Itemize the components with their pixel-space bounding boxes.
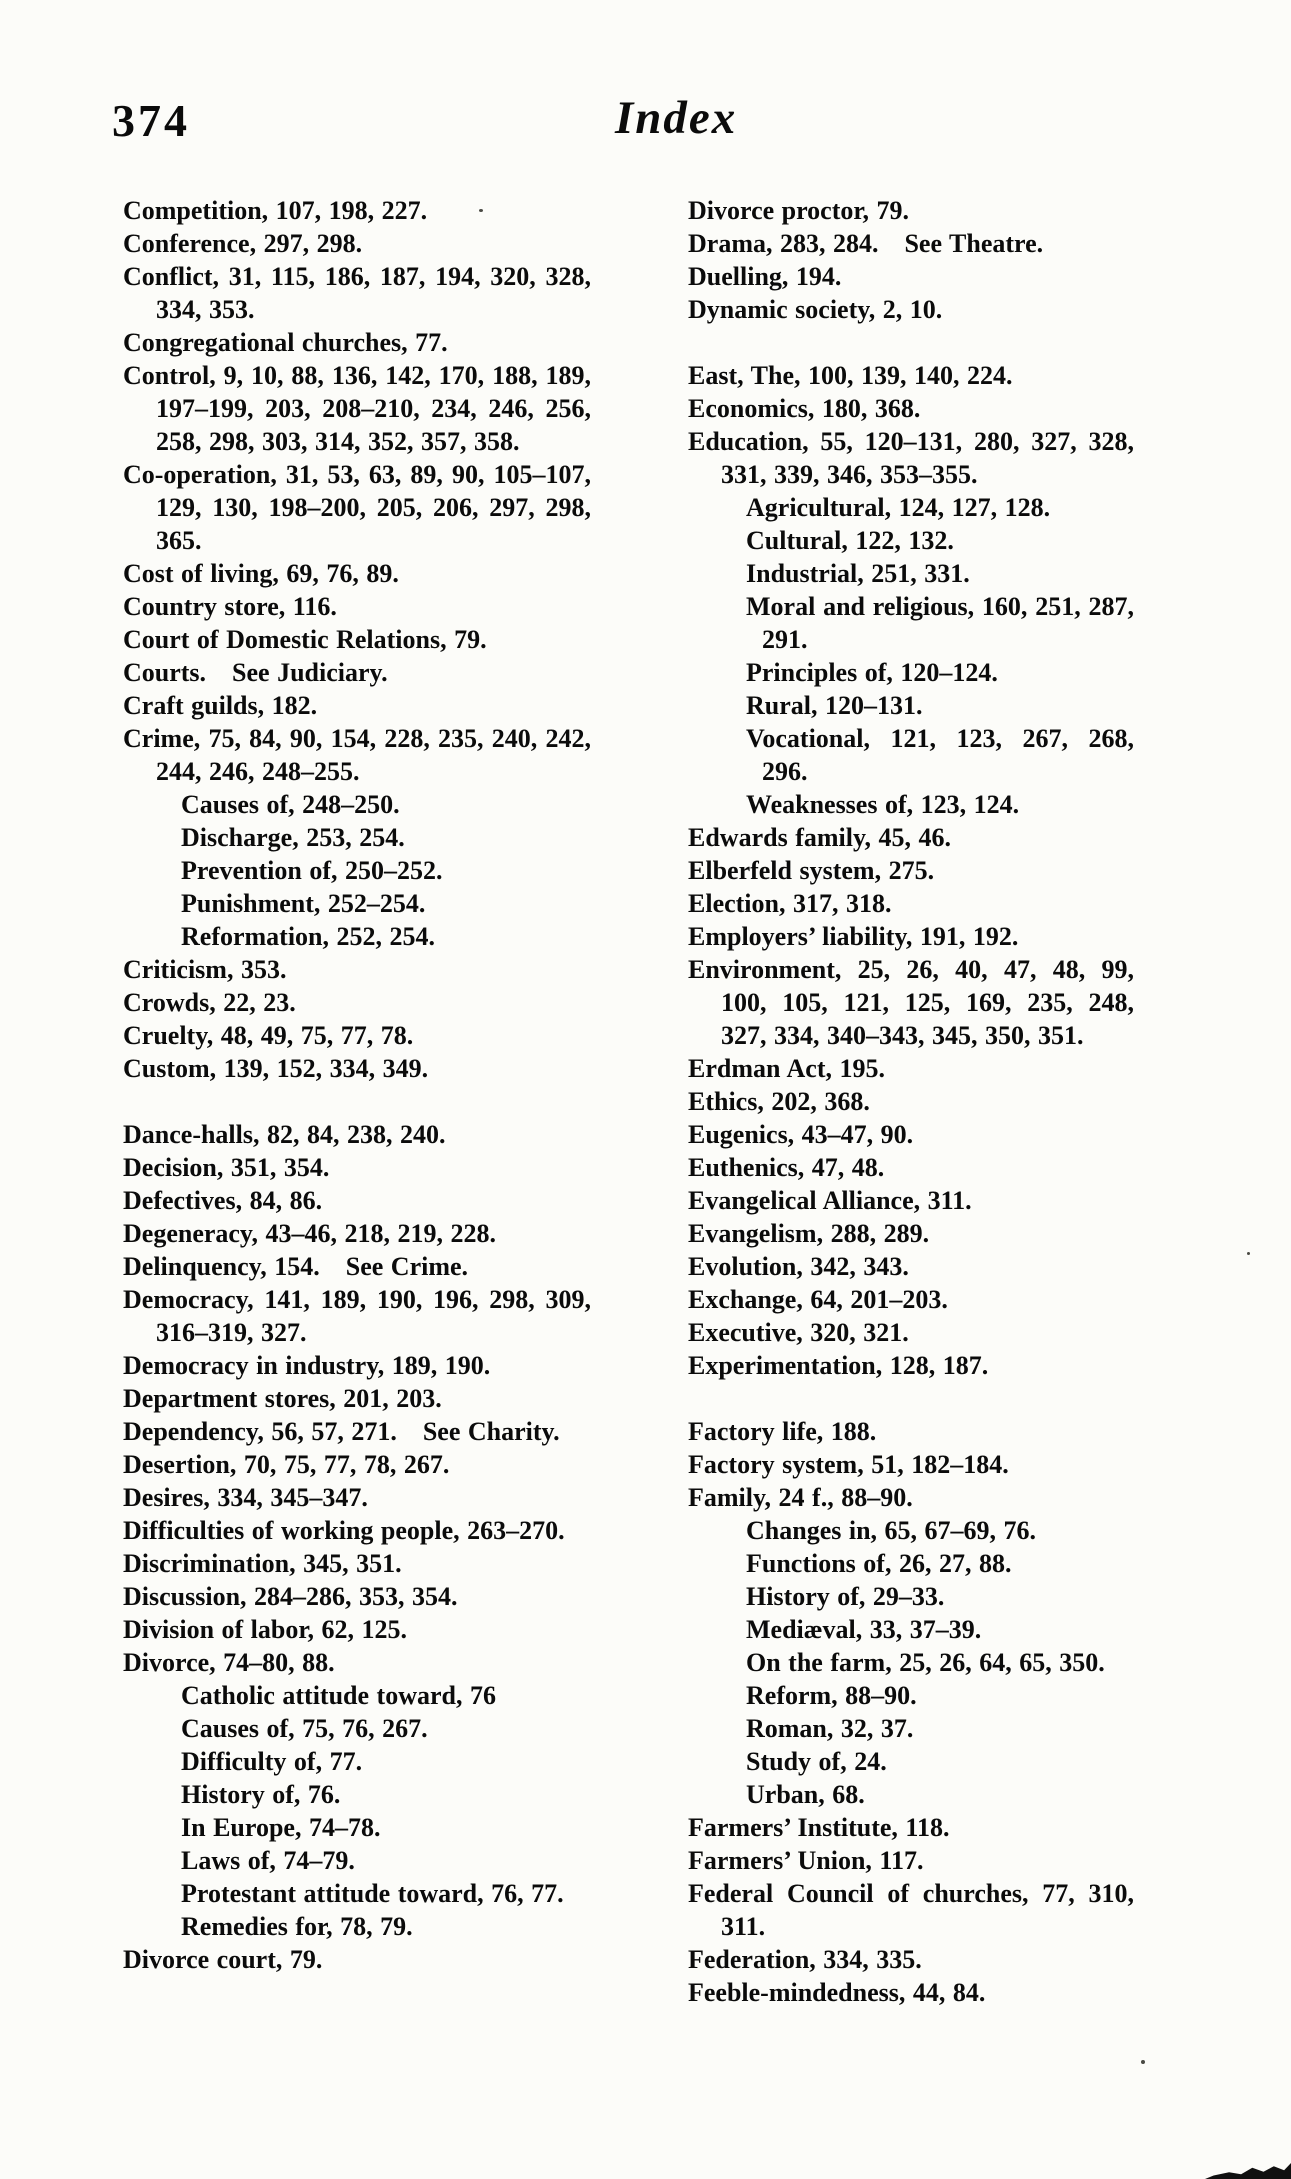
index-subentry: Urban, 68.	[746, 1780, 865, 1809]
index-entry: Decision, 351, 354.	[123, 1153, 330, 1182]
index-entry: Degeneracy, 43–46, 218, 219, 228.	[123, 1219, 497, 1248]
index-subentry: Catholic attitude toward, 76	[181, 1681, 496, 1710]
index-entry: Drama, 283, 284. See Theatre.	[688, 229, 1044, 258]
index-subentry: Causes of, 248–250.	[181, 790, 400, 819]
index-entry: Difficulties of working people, 263–270.	[123, 1516, 565, 1545]
index-entry: Congregational churches, 77.	[123, 328, 448, 357]
index-subentry: Punishment, 252–254.	[181, 889, 426, 918]
index-entry: Family, 24 f., 88–90.	[688, 1483, 913, 1512]
scan-speck	[1141, 2060, 1145, 2064]
index-entry: Education, 55, 120–131, 280, 327, 328, 331, 339, 346, 353–355.	[688, 427, 1134, 489]
index-subentry: Weaknesses of, 123, 124.	[746, 790, 1020, 819]
index-entry: Crime, 75, 84, 90, 154, 228, 235, 240, 242, 244, 246, 248–255.	[123, 724, 591, 786]
index-entry: Factory life, 188.	[688, 1417, 877, 1446]
index-subentry: Industrial, 251, 331.	[746, 559, 970, 588]
index-entry: Exchange, 64, 201–203.	[688, 1285, 948, 1314]
index-entry: Craft guilds, 182.	[123, 691, 318, 720]
index-subentry: Reform, 88–90.	[746, 1681, 917, 1710]
index-entry: Defectives, 84, 86.	[123, 1186, 323, 1215]
index-entry: Country store, 116.	[123, 592, 337, 621]
index-subentry: Difficulty of, 77.	[181, 1747, 363, 1776]
index-subentry: Agricultural, 124, 127, 128.	[746, 493, 1051, 522]
index-subentry: Rural, 120–131.	[746, 691, 923, 720]
index-subentry: Remedies for, 78, 79.	[181, 1912, 413, 1941]
index-entry: Duelling, 194.	[688, 262, 842, 291]
index-entry: Dependency, 56, 57, 271. See Charity.	[123, 1417, 560, 1446]
index-entry: Cruelty, 48, 49, 75, 77, 78.	[123, 1021, 414, 1050]
section-gap	[123, 1085, 591, 1118]
index-entry: Employers’ liability, 191, 192.	[688, 922, 1019, 951]
index-subentry: History of, 29–33.	[746, 1582, 945, 1611]
index-column-left	[123, 194, 591, 1976]
index-entry: Dance-halls, 82, 84, 238, 240.	[123, 1120, 446, 1149]
index-entry: Evangelism, 288, 289.	[688, 1219, 930, 1248]
index-entry: Evolution, 342, 343.	[688, 1252, 909, 1281]
index-entry: Division of labor, 62, 125.	[123, 1615, 408, 1644]
index-subentry: Prevention of, 250–252.	[181, 856, 443, 885]
index-entry: Evangelical Alliance, 311.	[688, 1186, 972, 1215]
index-entry: East, The, 100, 139, 140, 224.	[688, 361, 1013, 390]
scan-smudge-artifact	[1205, 2163, 1291, 2179]
index-subentry: Laws of, 74–79.	[181, 1846, 355, 1875]
index-subentry: Moral and religious, 160, 251, 287, 291.	[746, 592, 1134, 654]
index-entry: Election, 317, 318.	[688, 889, 892, 918]
index-entry: Cost of living, 69, 76, 89.	[123, 559, 399, 588]
index-entry: Desires, 334, 345–347.	[123, 1483, 368, 1512]
section-gap	[688, 326, 1134, 359]
index-column-right	[688, 194, 1134, 2009]
index-subentry: Cultural, 122, 132.	[746, 526, 954, 555]
index-subentry: Functions of, 26, 27, 88.	[746, 1549, 1012, 1578]
index-entry: Custom, 139, 152, 334, 349.	[123, 1054, 429, 1083]
index-subentry: Study of, 24.	[746, 1747, 887, 1776]
index-subentry: Discharge, 253, 254.	[181, 823, 405, 852]
index-entry: Eugenics, 43–47, 90.	[688, 1120, 914, 1149]
index-entry: Courts. See Judiciary.	[123, 658, 388, 687]
index-entry: Euthenics, 47, 48.	[688, 1153, 885, 1182]
index-subentry: History of, 76.	[181, 1780, 341, 1809]
index-entry: Dynamic society, 2, 10.	[688, 295, 943, 324]
index-entry: Experimentation, 128, 187.	[688, 1351, 989, 1380]
index-subentry: On the farm, 25, 26, 64, 65, 350.	[746, 1648, 1105, 1677]
index-subentry: Changes in, 65, 67–69, 76.	[746, 1516, 1037, 1545]
index-entry: Delinquency, 154. See Crime.	[123, 1252, 469, 1281]
index-subentry: Mediæval, 33, 37–39.	[746, 1615, 982, 1644]
index-entry: Factory system, 51, 182–184.	[688, 1450, 1009, 1479]
index-entry: Court of Domestic Relations, 79.	[123, 625, 487, 654]
index-entry: Discrimination, 345, 351.	[123, 1549, 402, 1578]
index-entry: Farmers’ Institute, 118.	[688, 1813, 950, 1842]
index-entry: Erdman Act, 195.	[688, 1054, 885, 1083]
page-number: 374	[112, 95, 190, 146]
scan-speck	[479, 209, 483, 212]
index-entry: Farmers’ Union, 117.	[688, 1846, 924, 1875]
index-entry: Democracy in industry, 189, 190.	[123, 1351, 491, 1380]
index-entry: Divorce, 74–80, 88.	[123, 1648, 335, 1677]
section-gap	[688, 1382, 1134, 1415]
index-entry: Conflict, 31, 115, 186, 187, 194, 320, 328, 334, 353.	[123, 262, 591, 324]
index-subentry: In Europe, 74–78.	[181, 1813, 381, 1842]
index-entry: Feeble-mindedness, 44, 84.	[688, 1978, 986, 2007]
index-entry: Criticism, 353.	[123, 955, 287, 984]
index-entry: Democracy, 141, 189, 190, 196, 298, 309, 316–319, 327.	[123, 1285, 591, 1347]
index-entry: Conference, 297, 298.	[123, 229, 363, 258]
page-title: Index	[615, 92, 738, 144]
index-subentry: Principles of, 120–124.	[746, 658, 998, 687]
index-entry: Desertion, 70, 75, 77, 78, 267.	[123, 1450, 450, 1479]
index-subentry: Causes of, 75, 76, 267.	[181, 1714, 428, 1743]
index-entry: Economics, 180, 368.	[688, 394, 921, 423]
index-entry: Federation, 334, 335.	[688, 1945, 922, 1974]
index-entry: Executive, 320, 321.	[688, 1318, 909, 1347]
index-subentry: Roman, 32, 37.	[746, 1714, 914, 1743]
index-entry: Divorce court, 79.	[123, 1945, 323, 1974]
index-entry: Control, 9, 10, 88, 136, 142, 170, 188, 189, 197–199, 203, 208–210, 234, 246, 256, 258, 298, 303, 314, 352, 357, 358.	[123, 361, 591, 456]
scan-speck	[1247, 1252, 1250, 1255]
index-entry: Divorce proctor, 79.	[688, 196, 910, 225]
index-entry: Environment, 25, 26, 40, 47, 48, 99, 100, 105, 121, 125, 169, 235, 248, 327, 334, 340–343, 345, 350, 351.	[688, 955, 1134, 1050]
index-entry: Ethics, 202, 368.	[688, 1087, 870, 1116]
index-subentry: Protestant attitude toward, 76, 77.	[181, 1879, 564, 1908]
index-entry: Crowds, 22, 23.	[123, 988, 296, 1017]
index-entry: Competition, 107, 198, 227.	[123, 196, 428, 225]
index-entry: Discussion, 284–286, 353, 354.	[123, 1582, 458, 1611]
index-entry: Department stores, 201, 203.	[123, 1384, 442, 1413]
index-subentry: Reformation, 252, 254.	[181, 922, 436, 951]
index-subentry: Vocational, 121, 123, 267, 268, 296.	[746, 724, 1134, 786]
index-entry: Edwards family, 45, 46.	[688, 823, 952, 852]
index-entry: Federal Council of churches, 77, 310, 311.	[688, 1879, 1134, 1941]
index-entry: Co-operation, 31, 53, 63, 89, 90, 105–107, 129, 130, 198–200, 205, 206, 297, 298, 365.	[123, 460, 591, 555]
index-entry: Elberfeld system, 275.	[688, 856, 935, 885]
